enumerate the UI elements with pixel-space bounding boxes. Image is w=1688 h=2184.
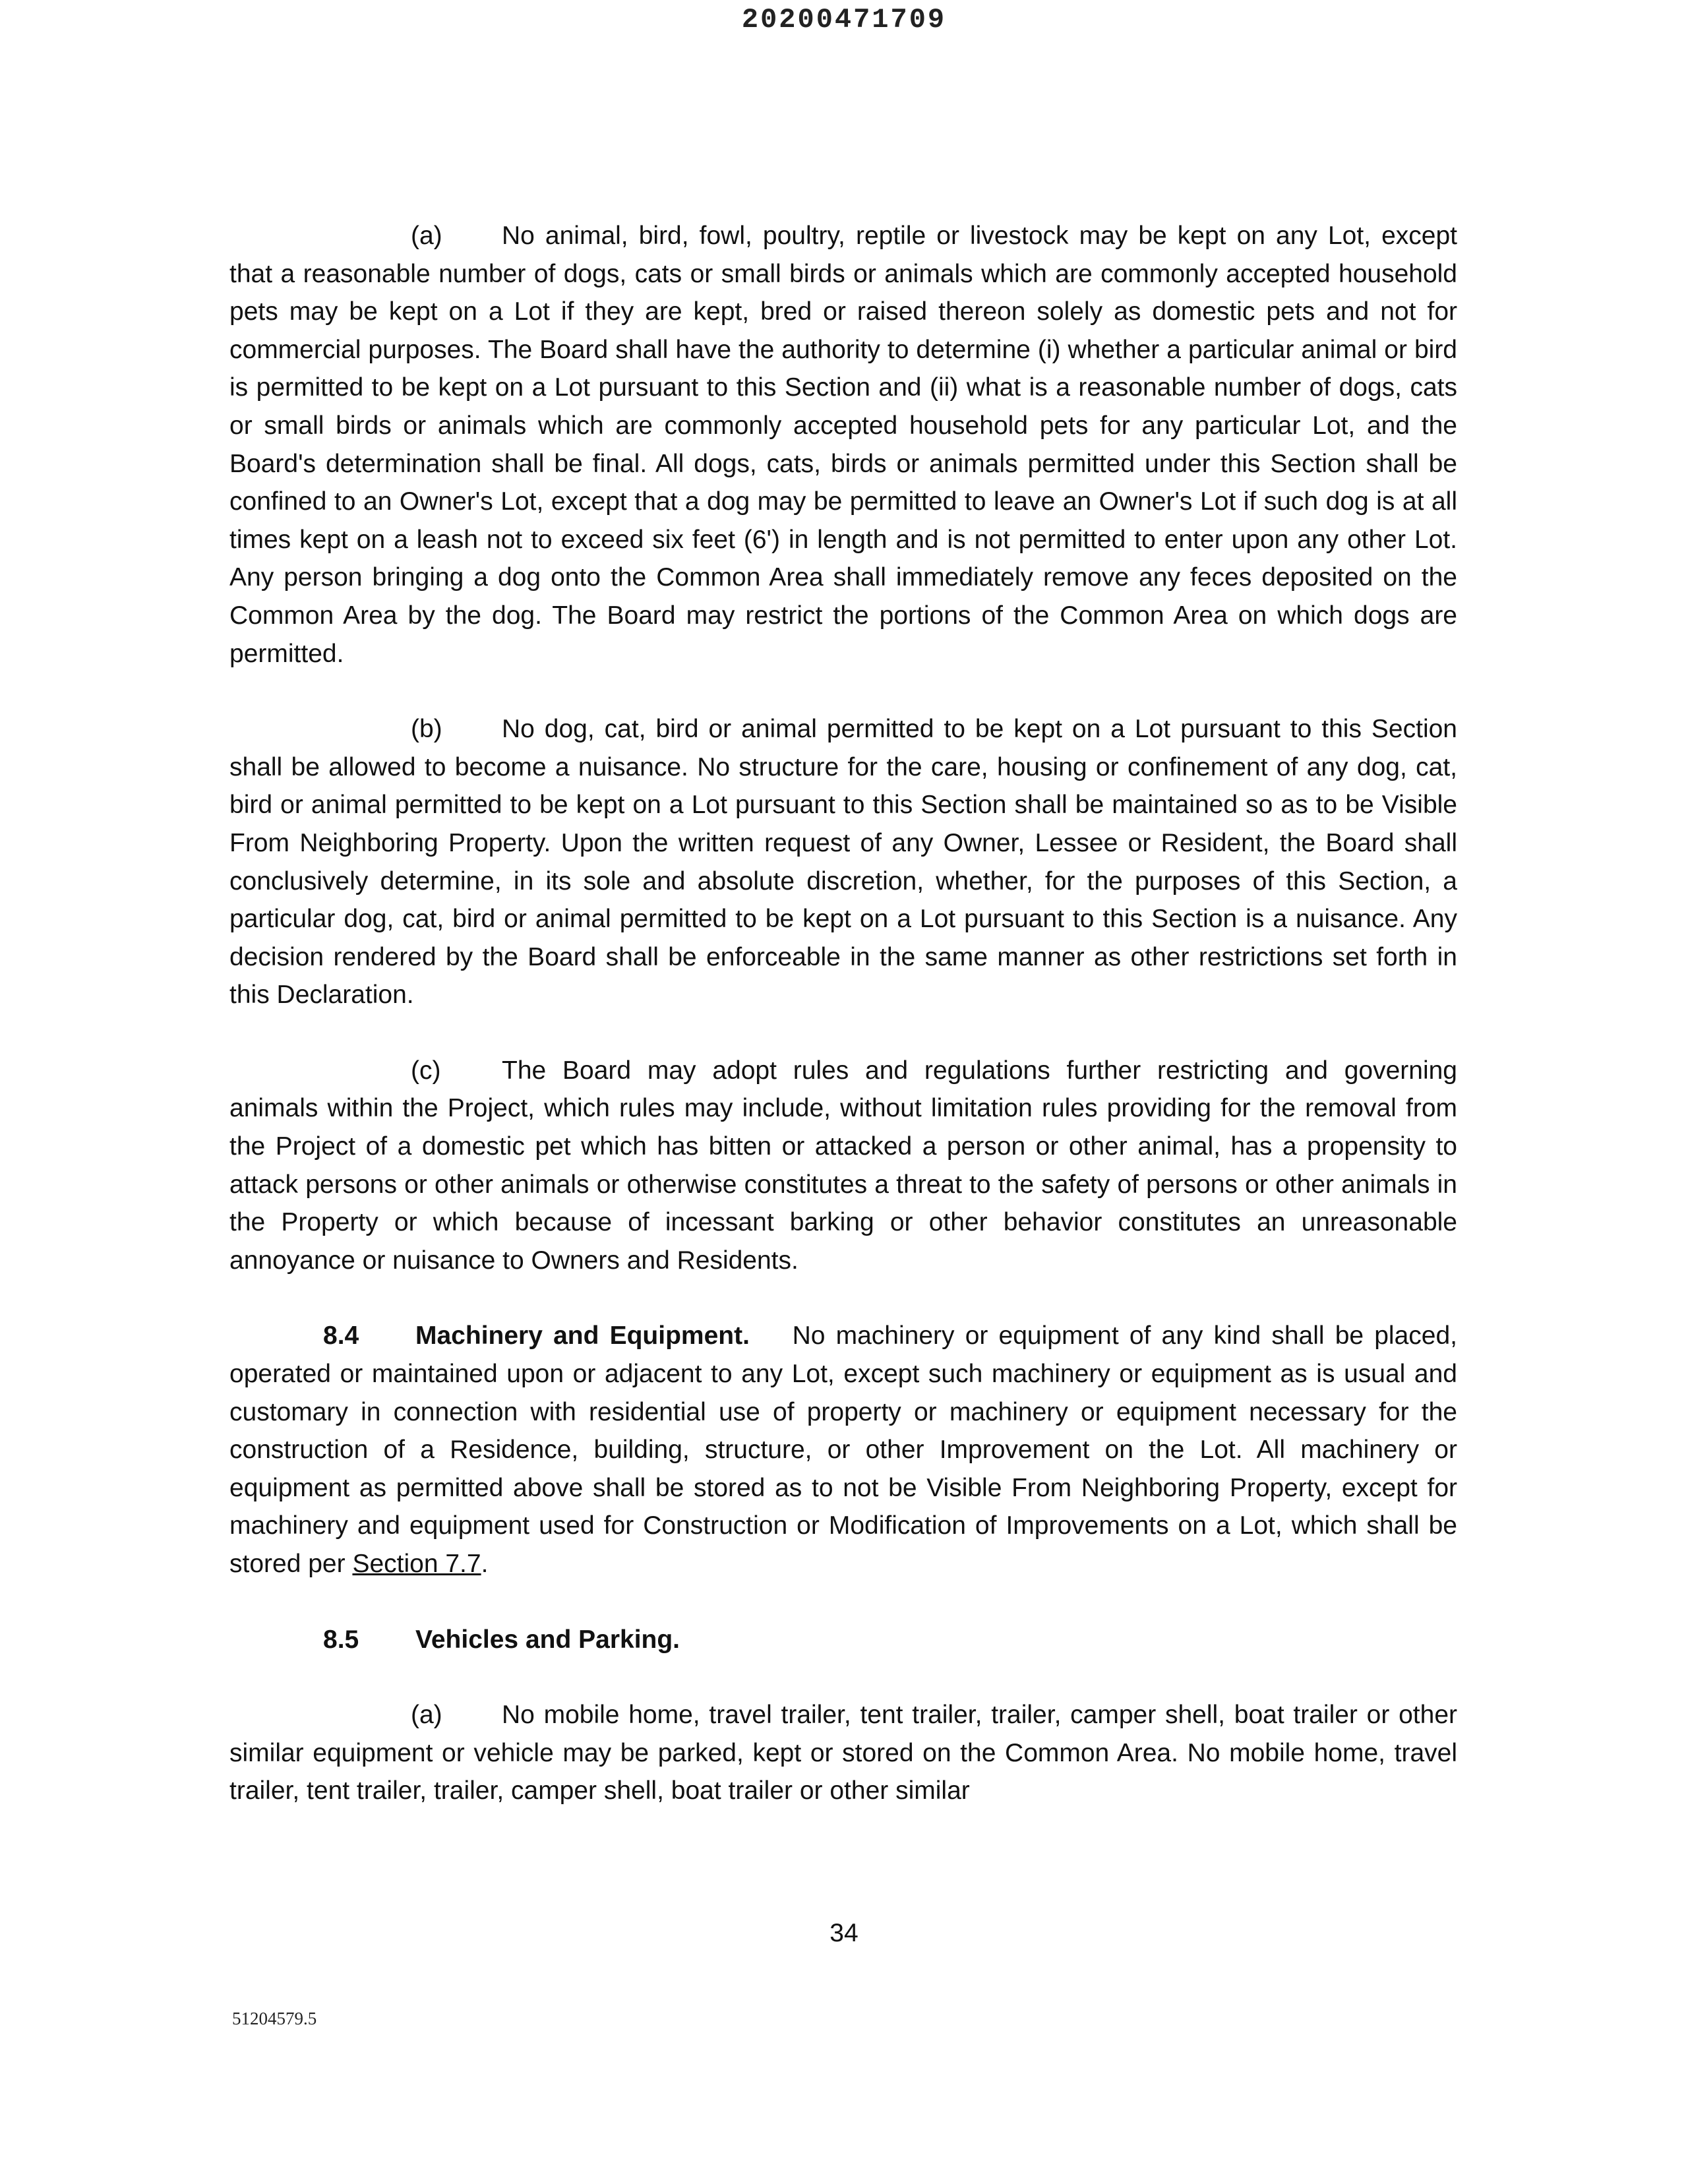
paragraph-label: (c)	[411, 1056, 441, 1085]
paragraph-text: The Board may adopt rules and regulations further restricting and governing animals within the Project, which rules may include, without limitation rules providing for the removal from the Project of a domestic pet which has bitten or attacked a person or other animal, has a propensity to attack persons or other animals or otherwise constitutes a threat to the safety of persons or other animals in the Property or which because of incessant barking or other behavior constitutes an unreasonable annoyance or nuisance to Owners and Residents.	[229, 1056, 1457, 1275]
paragraph-8-3-b	[229, 710, 1457, 1014]
paragraph-label: (a)	[411, 1701, 442, 1730]
paragraph-text: No dog, cat, bird or animal permitted to be kept on a Lot pursuant to this Section shall be allowed to become a nuisance. No structure for the care, housing or confinement of any dog, cat, bird or animal permitted to be kept on a Lot pursuant to this Section shall be maintained so as to be Visible From Neighboring Property. Upon the written request of any Owner, Lessee or Resident, the Board shall conclusively determine, in its sole and absolute discretion, whether, for the purposes of this Section, a particular dog, cat, bird or animal permitted to be kept on a Lot pursuant to this Section is a nuisance. Any decision rendered by the Board shall be enforceable in the same manner as other restrictions set forth in this Declaration.	[229, 715, 1457, 1010]
section-text-tail: .	[481, 1550, 489, 1578]
page-body	[229, 217, 1457, 1810]
paragraph-8-3-a	[229, 217, 1457, 673]
paragraph-8-5-a	[229, 1696, 1457, 1810]
recording-number: 20200471709	[741, 4, 947, 36]
paragraph-text: No mobile home, travel trailer, tent trailer, trailer, camper shell, boat trailer or other similar equipment or vehicle may be parked, kept or stored on the Common Area. No mobile home, travel trailer, tent trailer, trailer, camper shell, boat trailer or other similar	[229, 1701, 1457, 1805]
paragraph-text: No animal, bird, fowl, poultry, reptile or livestock may be kept on any Lot, except that a reasonable number of dogs, cats or small birds or animals which are commonly accepted household pets may be kept on a Lot if they are kept, bred or raised thereon solely as domestic pets and not for commercial purposes. The Board shall have the authority to determine (i) whether a particular animal or bird is permitted to be kept on a Lot pursuant to this Section and (ii) what is a reasonable number of dogs, cats or small birds or animals which are commonly accepted household pets for any particular Lot, and the Board's determination shall be final. All dogs, cats, birds or animals permitted under this Section shall be confined to an Owner's Lot, except that a dog may be permitted to leave an Owner's Lot if such dog is at all times kept on a leash not to exceed six feet (6') in length and is not permitted to enter upon any other Lot. Any person bringing a dog onto the Common Area shall immediately remove any feces deposited on the Common Area by the dog. The Board may restrict the portions of the Common Area on which dogs are permitted.	[229, 222, 1457, 668]
section-heading: Vehicles and Parking.	[415, 1625, 680, 1654]
section-cross-reference: Section 7.7	[352, 1550, 481, 1578]
section-number: 8.4	[323, 1321, 359, 1350]
section-text: No machinery or equipment of any kind shall be placed, operated or maintained upon or adjacent to any Lot, except such machinery or equipment as is usual and customary in connection with residential use of property or machinery or equipment necessary for the construction of a Residence, building, structure, or other Improvement on the Lot. All machinery or equipment as permitted above shall be stored as to not be Visible From Neighboring Property, except for machinery and equipment used for Construction or Modification of Improvements on a Lot, which shall be stored per	[229, 1321, 1458, 1578]
section-8-5-heading	[229, 1621, 1457, 1659]
paragraph-label: (a)	[411, 222, 442, 250]
section-8-4	[229, 1317, 1457, 1583]
paragraph-8-3-c	[229, 1052, 1457, 1280]
page-number: 34	[829, 1919, 859, 1947]
document-id: 51204579.5	[232, 2009, 317, 2028]
section-heading: Machinery and Equipment.	[415, 1321, 750, 1350]
paragraph-label: (b)	[411, 715, 442, 744]
section-number: 8.5	[323, 1625, 359, 1654]
